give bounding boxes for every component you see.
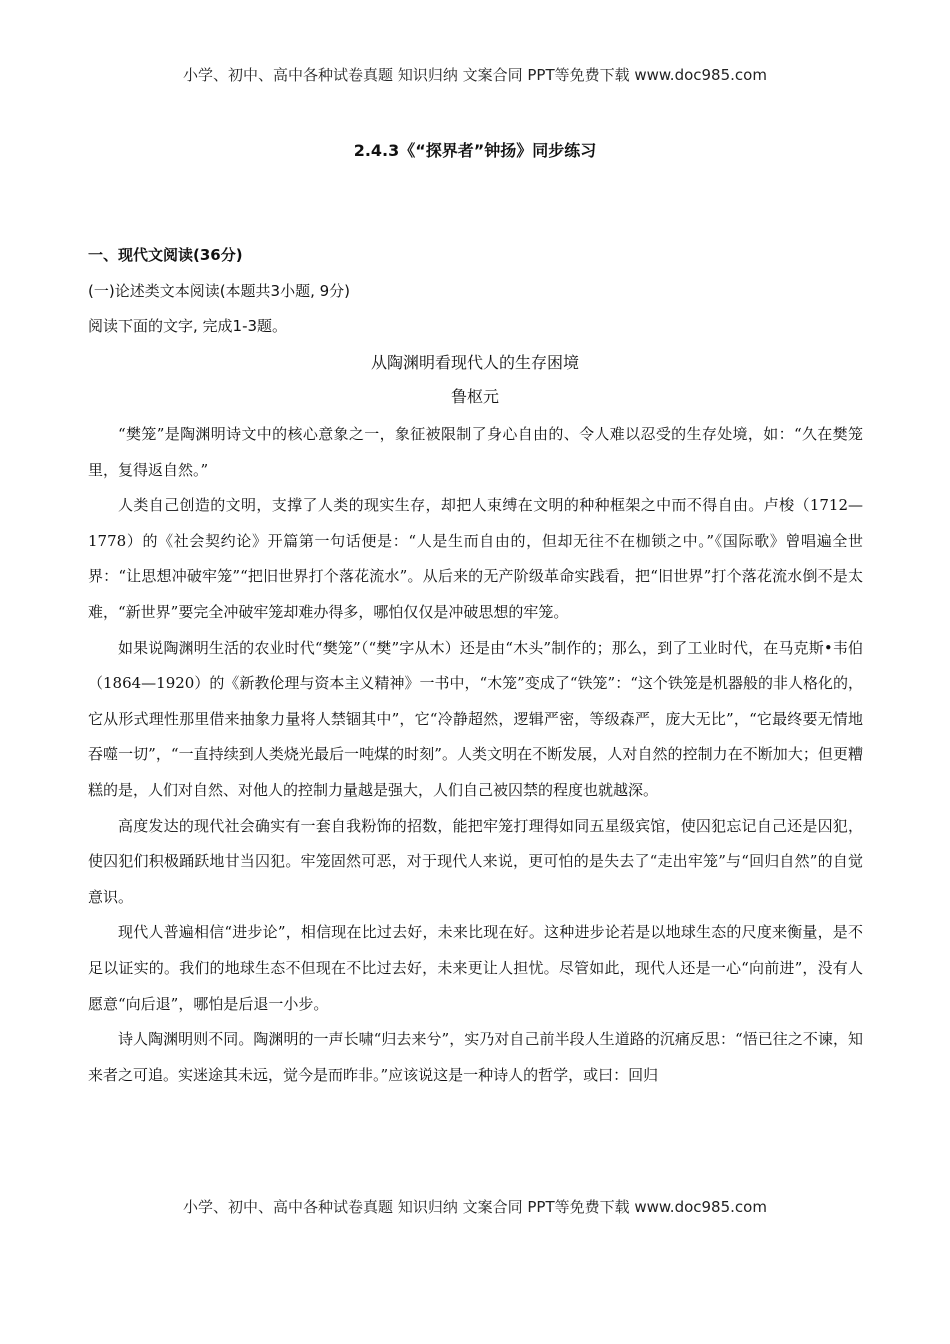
section-heading: 一、现代文阅读(36分) bbox=[88, 246, 243, 264]
sub-section-heading: (一)论述类文本阅读(本题共3小题, 9分) bbox=[88, 282, 351, 300]
reading-instruction: 阅读下面的文字, 完成1-3题。 bbox=[88, 317, 288, 335]
page-header-banner: 小学、初中、高中各种试卷真题 知识归纳 文案合同 PPT等免费下载 www.doc985.com bbox=[183, 66, 767, 84]
article-body bbox=[88, 417, 863, 1093]
document-title: 2.4.3《“探界者”钟扬》同步练习 bbox=[353, 141, 597, 160]
article-paragraph: 诗人陶渊明则不同。陶渊明的一声长啸“归去来兮”，实乃对自己前半段人生道路的沉痛反思：“悟已往之不谏，知来者之可追。实迷途其未远，觉今是而昨非。”应该说这是一种诗人的哲学，或曰：回归 bbox=[88, 1030, 863, 1084]
article-paragraph: 如果说陶渊明生活的农业时代“樊笼”（“樊”字从木）还是由“木头”制作的；那么，到了工业时代，在马克斯•韦伯（1864—1920）的《新教伦理与资本主义精神》一书中，“木笼”变成了“铁笼”：“这个铁笼是机器般的非人格化的，它从形式理性那里借来抽象力量将人禁锢其中”，它“冷静超然，逻辑严密，等级森严，庞大无比”，“它最终要无情地吞噬一切”，“一直持续到人类烧光最后一吨煤的时刻”。人类文明在不断发展，人对自然的控制力在不断加大；但更糟糕的是，人们对自然、对他人的控制力量越是强大，人们自己被囚禁的程度也就越深。 bbox=[88, 638, 863, 799]
article-paragraph: 人类自己创造的文明，支撑了人类的现实生存，却把人束缚在文明的种种框架之中而不得自由。卢梭（1712—1778）的《社会契约论》开篇第一句话便是：“人是生而自由的，但却无往不在枷锁之中。”《国际歌》曾唱遍全世界：“让思想冲破牢笼”“把旧世界打个落花流水”。从后来的无产阶级革命实践看，把“旧世界”打个落花流水倒不是太难，“新世界”要完全冲破牢笼却难办得多，哪怕仅仅是冲破思想的牢笼。 bbox=[88, 496, 863, 621]
article-author: 鲁枢元 bbox=[450, 387, 499, 406]
article-paragraph: “樊笼”是陶渊明诗文中的核心意象之一，象征被限制了身心自由的、令人难以忍受的生存处境，如：“久在樊笼里，复得返自然。” bbox=[88, 425, 863, 479]
article-title: 从陶渊明看现代人的生存困境 bbox=[370, 353, 579, 372]
page-footer-banner: 小学、初中、高中各种试卷真题 知识归纳 文案合同 PPT等免费下载 www.doc985.com bbox=[183, 1198, 767, 1216]
article-paragraph: 现代人普遍相信“进步论”，相信现在比过去好，未来比现在好。这种进步论若是以地球生态的尺度来衡量，是不足以证实的。我们的地球生态不但现在不比过去好，未来更让人担忧。尽管如此，现代人还是一心“向前进”，没有人愿意“向后退”，哪怕是后退一小步。 bbox=[88, 923, 863, 1013]
article-paragraph: 高度发达的现代社会确实有一套自我粉饰的招数，能把牢笼打理得如同五星级宾馆，使囚犯忘记自己还是囚犯，使囚犯们积极踊跃地甘当囚犯。牢笼固然可恶，对于现代人来说，更可怕的是失去了“走出牢笼”与“回归自然”的自觉意识。 bbox=[88, 816, 863, 906]
